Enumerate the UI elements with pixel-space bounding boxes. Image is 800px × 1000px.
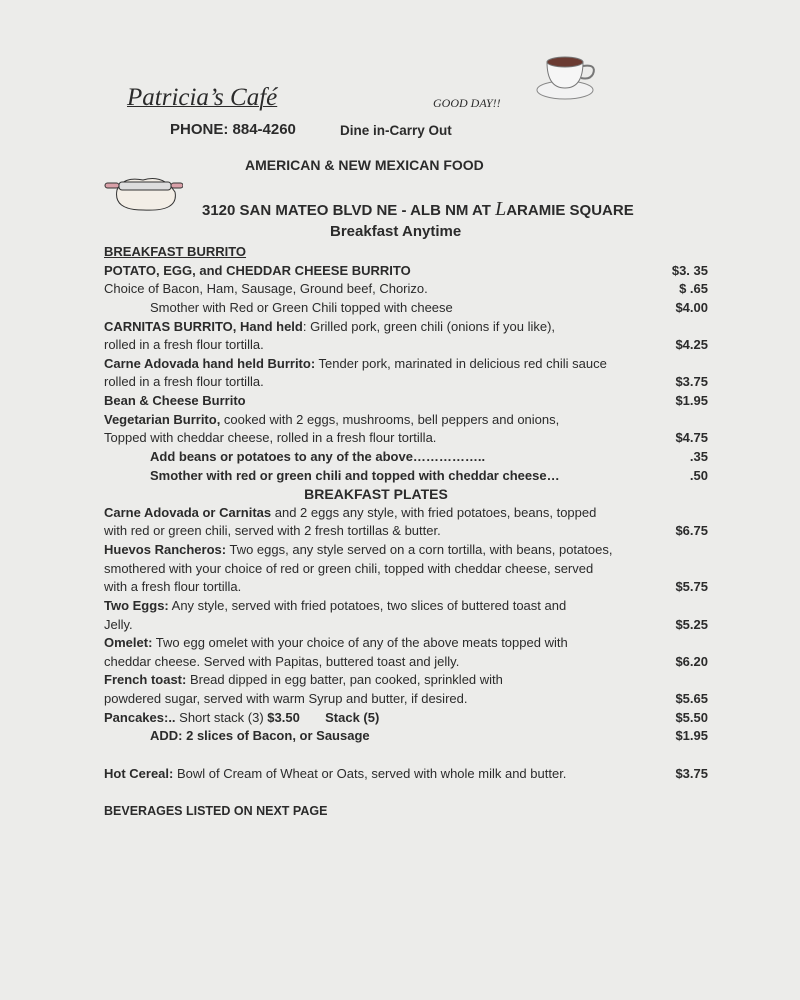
menu-item: rolled in a fresh flour tortilla. $4.25: [104, 337, 708, 353]
menu-item: Omelet: Two egg omelet with your choice of any of the above meats topped with: [104, 635, 568, 651]
menu-item: Two Eggs: Any style, served with fried potatoes, two slices of buttered toast and: [104, 597, 567, 613]
menu-item: Vegetarian Burrito, cooked with 2 eggs, mushrooms, bell peppers and onions,: [104, 411, 560, 427]
coffee-cup-icon: [535, 52, 601, 102]
menu-item: French toast: Bread dipped in egg batter, pan cooked, sprinkled with: [104, 672, 503, 688]
menu-item: smothered with your choice of red or green chili, topped with cheddar cheese, served: [104, 560, 594, 576]
address: 3120 SAN MATEO BLVD NE - ALB NM AT LARAMIE SQUARE: [202, 198, 634, 220]
menu-item: Pancakes:.. Short stack (3) $3.50 Stack (5) $5.50: [104, 709, 708, 725]
section-heading-plates: BREAKFAST PLATES: [304, 486, 448, 503]
rolling-pin-icon: [103, 172, 183, 214]
cuisine: AMERICAN & NEW MEXICAN FOOD: [245, 157, 484, 173]
menu-item: Carne Adovada or Carnitas and 2 eggs any style, with fried potatoes, beans, topped: [104, 504, 597, 520]
menu-item: Add beans or potatoes to any of the above…………….. .35: [150, 448, 708, 464]
menu-item: Topped with cheddar cheese, rolled in a fresh flour tortilla. $4.75: [104, 430, 708, 446]
menu-item: with red or green chili, served with 2 fresh tortillas & butter. $6.75: [104, 523, 708, 539]
cafe-title: Patricia’s Café: [127, 84, 278, 111]
menu-item: CARNITAS BURRITO, Hand held: Grilled pork, green chili (onions if you like),: [104, 318, 556, 334]
menu-item: cheddar cheese. Served with Papitas, buttered toast and jelly. $6.20: [104, 653, 708, 669]
menu-item: powdered sugar, served with warm Syrup and butter, if desired. $5.65: [104, 691, 708, 706]
greeting: GOOD DAY!!: [433, 96, 501, 110]
section-heading-burritos: BREAKFAST BURRITO: [104, 244, 247, 259]
menu-item: with a fresh flour tortilla. $5.75: [104, 579, 708, 595]
menu-item: POTATO, EGG, and CHEDDAR CHEESE BURRITO $3. 35: [104, 262, 708, 278]
menu-item: Smother with red or green chili and topped with cheddar cheese… .50: [150, 467, 708, 483]
menu-item: Jelly. $5.25: [104, 616, 708, 632]
menu-item: rolled in a fresh flour tortilla. $3.75: [104, 374, 708, 390]
service-type: Dine in-Carry Out: [340, 123, 452, 138]
menu-item: Smother with Red or Green Chili topped with cheese $4.00: [150, 299, 708, 315]
menu-item: Carne Adovada hand held Burrito: Tender pork, marinated in delicious red chili sauce: [104, 355, 607, 371]
tagline: Breakfast Anytime: [330, 223, 462, 240]
menu-item: Hot Cereal: Bowl of Cream of Wheat or Oats, served with whole milk and butter. $3.75: [104, 765, 708, 781]
menu-list: [104, 243, 708, 820]
menu-item: Choice of Bacon, Ham, Sausage, Ground beef, Chorizo. $ .65: [104, 281, 708, 297]
menu-item: Bean & Cheese Burrito $1.95: [104, 393, 708, 408]
menu-item: Huevos Rancheros: Two eggs, any style served on a corn tortilla, with beans, potatoes,: [104, 542, 613, 557]
footer-note: BEVERAGES LISTED ON NEXT PAGE: [104, 803, 328, 818]
menu-item: ADD: 2 slices of Bacon, or Sausage $1.95: [150, 728, 708, 744]
phone-number: PHONE: 884-4260: [170, 121, 296, 138]
